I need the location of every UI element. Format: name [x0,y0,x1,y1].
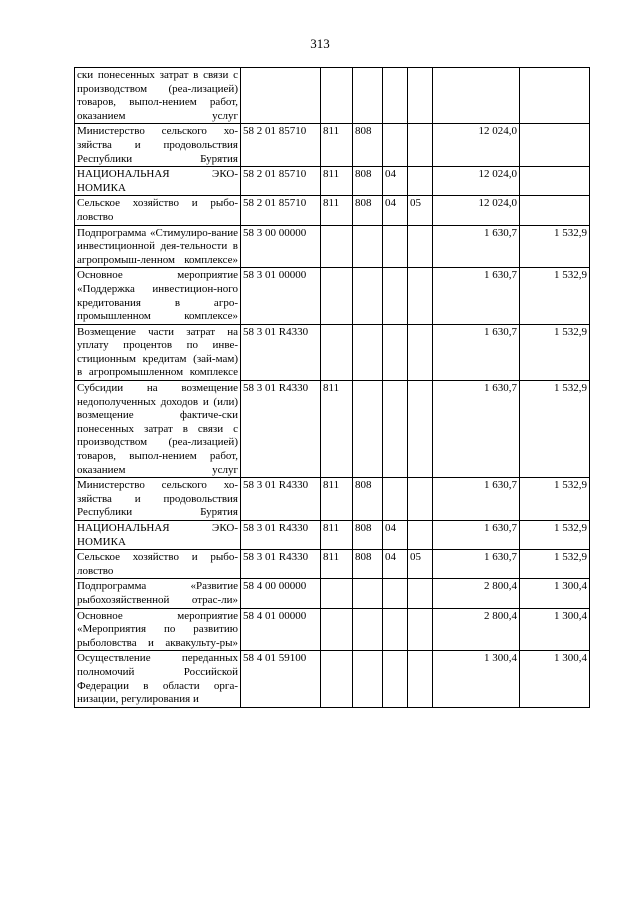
cell-subsection [383,608,408,651]
cell-subsection [383,268,408,324]
cell-section: 808 [353,550,383,579]
cell-name: Основное мероприятие «Поддержка инвестицион-ного кредитования в агро-промышленном комплексе» [75,268,241,324]
table-row [75,381,590,478]
cell-sum-year-1 [433,68,520,124]
cell-sum-year-2 [520,124,590,167]
table-row [75,124,590,167]
cell-sum-year-2 [520,167,590,196]
cell-subsection [383,478,408,521]
cell-section: 808 [353,124,383,167]
cell-expense-type [408,651,433,707]
cell-expense-type [408,608,433,651]
cell-expense-type [408,324,433,380]
cell-target-article: 58 4 01 00000 [241,608,321,651]
cell-sum-year-1: 1 300,4 [433,651,520,707]
cell-sum-year-2: 1 532,9 [520,478,590,521]
cell-sum-year-2: 1 532,9 [520,550,590,579]
cell-subsection: 04 [383,550,408,579]
cell-grbs: 811 [321,167,353,196]
table-row [75,225,590,268]
cell-grbs: 811 [321,124,353,167]
cell-section: 808 [353,167,383,196]
cell-sum-year-2 [520,196,590,225]
cell-subsection [383,651,408,707]
cell-sum-year-2: 1 532,9 [520,521,590,550]
cell-name: ски понесенных затрат в связи с производством (реа-лизацией) товаров, выпол-нением работ, оказанием услуг [75,68,241,124]
cell-subsection: 04 [383,196,408,225]
cell-name: Сельское хозяйство и рыбо-ловство [75,196,241,225]
cell-section [353,579,383,608]
cell-sum-year-2: 1 300,4 [520,651,590,707]
cell-grbs [321,225,353,268]
cell-target-article: 58 4 00 00000 [241,579,321,608]
cell-sum-year-2: 1 300,4 [520,608,590,651]
cell-section [353,651,383,707]
cell-section [353,68,383,124]
cell-grbs [321,68,353,124]
cell-grbs: 811 [321,478,353,521]
cell-subsection [383,324,408,380]
cell-sum-year-2: 1 532,9 [520,324,590,380]
cell-sum-year-1: 12 024,0 [433,167,520,196]
cell-sum-year-1: 1 630,7 [433,521,520,550]
cell-name: Министерство сельского хо-зяйства и продовольствия Республики Бурятия [75,478,241,521]
cell-expense-type [408,167,433,196]
cell-name: НАЦИОНАЛЬНАЯ ЭКО-НОМИКА [75,521,241,550]
cell-sum-year-2: 1 532,9 [520,225,590,268]
cell-target-article: 58 2 01 85710 [241,167,321,196]
cell-section [353,324,383,380]
cell-expense-type [408,225,433,268]
cell-sum-year-1: 1 630,7 [433,381,520,478]
cell-sum-year-1: 1 630,7 [433,225,520,268]
cell-target-article: 58 3 01 00000 [241,268,321,324]
cell-grbs [321,608,353,651]
table-row [75,196,590,225]
cell-grbs: 811 [321,550,353,579]
cell-expense-type [408,521,433,550]
cell-expense-type [408,124,433,167]
cell-name: Основное мероприятие «Мероприятия по развитию рыболовства и аквакульту-ры» [75,608,241,651]
cell-expense-type [408,381,433,478]
cell-sum-year-1: 2 800,4 [433,579,520,608]
cell-sum-year-1: 1 630,7 [433,268,520,324]
cell-sum-year-1: 12 024,0 [433,124,520,167]
cell-subsection [383,381,408,478]
cell-grbs: 811 [321,381,353,478]
table-row [75,478,590,521]
cell-name: Подпрограмма «Развитие рыбохозяйственной отрас-ли» [75,579,241,608]
table-row [75,550,590,579]
cell-expense-type [408,579,433,608]
table-row [75,608,590,651]
cell-sum-year-2 [520,68,590,124]
cell-sum-year-2: 1 532,9 [520,381,590,478]
cell-grbs [321,324,353,380]
cell-target-article: 58 2 01 85710 [241,196,321,225]
cell-target-article: 58 3 01 R4330 [241,550,321,579]
cell-sum-year-1: 1 630,7 [433,550,520,579]
cell-subsection [383,124,408,167]
cell-grbs [321,651,353,707]
cell-expense-type: 05 [408,550,433,579]
cell-target-article: 58 4 01 59100 [241,651,321,707]
cell-expense-type [408,268,433,324]
cell-subsection [383,579,408,608]
cell-subsection: 04 [383,521,408,550]
cell-name: Возмещение части затрат на уплату процентов по инве-стиционным кредитам (зай-мам) в агропромышленном комплексе [75,324,241,380]
cell-name: НАЦИОНАЛЬНАЯ ЭКО-НОМИКА [75,167,241,196]
cell-section: 808 [353,521,383,550]
table-row [75,579,590,608]
table-row [75,651,590,707]
cell-target-article: 58 3 01 R4330 [241,478,321,521]
budget-table [74,67,590,708]
cell-name: Сельское хозяйство и рыбо-ловство [75,550,241,579]
page-number: 313 [310,36,330,51]
table-row [75,68,590,124]
cell-grbs: 811 [321,521,353,550]
cell-sum-year-2: 1 532,9 [520,268,590,324]
cell-target-article: 58 3 01 R4330 [241,324,321,380]
cell-name: Осуществление переданных полномочий Российской Федерации в области орга-низации, регулирования и [75,651,241,707]
cell-subsection [383,225,408,268]
cell-grbs [321,268,353,324]
cell-expense-type [408,68,433,124]
table-row [75,324,590,380]
cell-target-article: 58 3 00 00000 [241,225,321,268]
cell-name: Министерство сельского хо-зяйства и продовольствия Республики Бурятия [75,124,241,167]
cell-expense-type: 05 [408,196,433,225]
cell-target-article: 58 3 01 R4330 [241,521,321,550]
cell-section: 808 [353,196,383,225]
cell-sum-year-1: 1 630,7 [433,324,520,380]
cell-target-article: 58 3 01 R4330 [241,381,321,478]
cell-section [353,608,383,651]
cell-name: Субсидии на возмещение недополученных доходов и (или) возмещение фактиче-ски понесенных затрат в связи с производством (реа-лизацией) товаров, выпол-нением работ, оказанием услуг [75,381,241,478]
cell-section [353,225,383,268]
table-body [75,68,590,708]
table-row [75,268,590,324]
cell-section [353,381,383,478]
cell-section [353,268,383,324]
cell-expense-type [408,478,433,521]
cell-sum-year-2: 1 300,4 [520,579,590,608]
cell-sum-year-1: 1 630,7 [433,478,520,521]
cell-grbs: 811 [321,196,353,225]
table-row [75,167,590,196]
cell-subsection: 04 [383,167,408,196]
cell-name: Подпрограмма «Стимулиро-вание инвестиционной дея-тельности в агропромыш-ленном комплексе» [75,225,241,268]
cell-sum-year-1: 12 024,0 [433,196,520,225]
cell-subsection [383,68,408,124]
cell-grbs [321,579,353,608]
cell-section: 808 [353,478,383,521]
table-row [75,521,590,550]
cell-sum-year-1: 2 800,4 [433,608,520,651]
cell-target-article [241,68,321,124]
cell-target-article: 58 2 01 85710 [241,124,321,167]
